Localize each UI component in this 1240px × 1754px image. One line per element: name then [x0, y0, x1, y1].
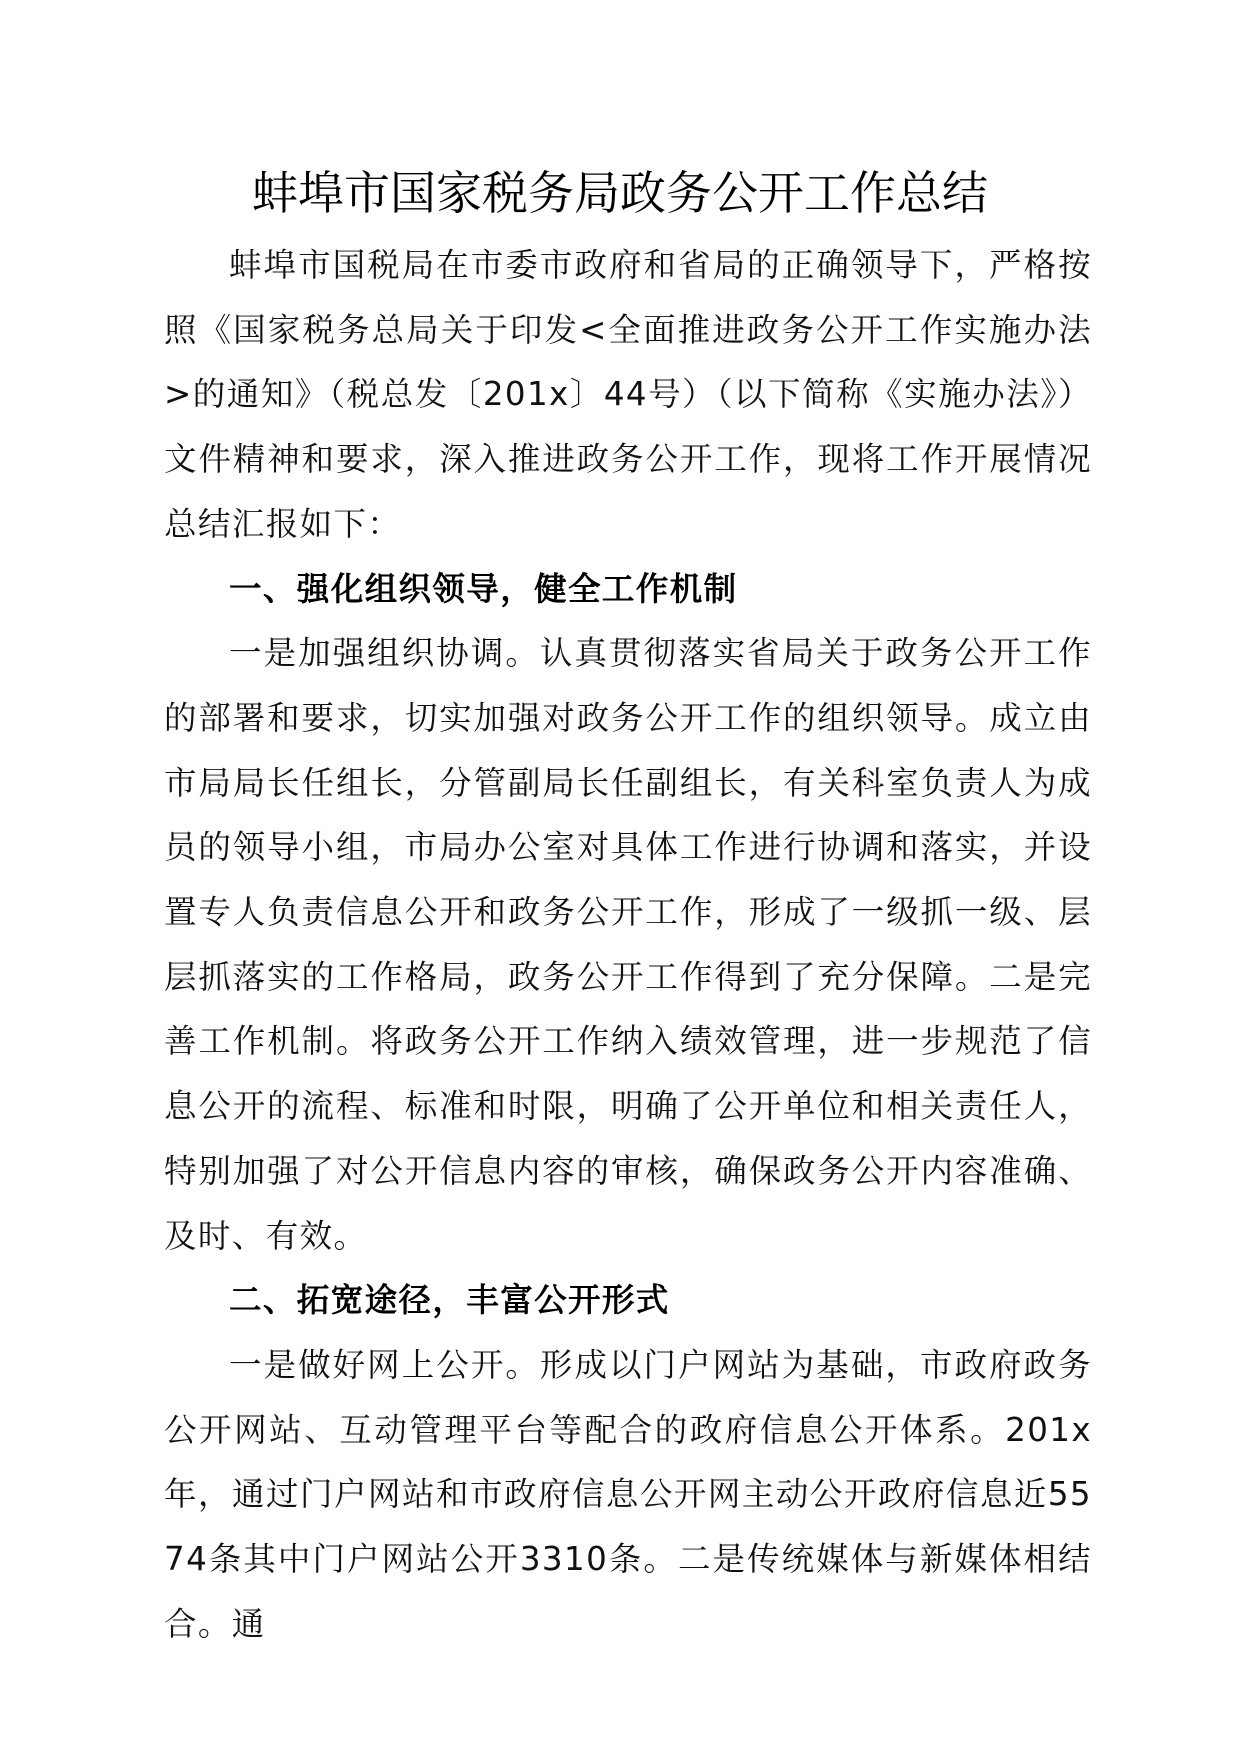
document-body	[164, 233, 1092, 1656]
section-heading-2: 二、拓宽途径，丰富公开形式	[229, 1281, 670, 1320]
intro-paragraph: 蚌埠市国税局在市委市政府和省局的正确领导下，严格按照《国家税务总局关于印发<全面推进政务公开工作实施办法>的通知》（税总发〔201x〕44号）（以下简称《实施办法》）文件精神和要求，深入推进政务公开工作，现将工作开展情况总结汇报如下：	[164, 246, 1092, 543]
document-title: 蚌埠市国家税务局政务公开工作总结	[252, 166, 988, 220]
section-heading-1: 一、强化组织领导，健全工作机制	[229, 569, 738, 608]
section-1-paragraph: 一是加强组织协调。认真贯彻落实省局关于政务公开工作的部署和要求，切实加强对政务公开工作的组织领导。成立由市局局长任组长，分管副局长任副组长，有关科室负责人为成员的领导小组，市局办公室对具体工作进行协调和落实，并设置专人负责信息公开和政务公开工作，形成了一级抓一级、层层抓落实的工作格局，政务公开工作得到了充分保障。二是完善工作机制。将政务公开工作纳入绩效管理，进一步规范了信息公开的流程、标准和时限，明确了公开单位和相关责任人，特别加强了对公开信息内容的审核，确保政务公开内容准确、及时、有效。	[164, 634, 1092, 1255]
section-2-paragraph: 一是做好网上公开。形成以门户网站为基础，市政府政务公开网站、互动管理平台等配合的政府信息公开体系。201x年，通过门户网站和市政府信息公开网主动公开政府信息近5574条其中门户网站公开3310条。二是传统媒体与新媒体相结合。通	[164, 1345, 1092, 1643]
